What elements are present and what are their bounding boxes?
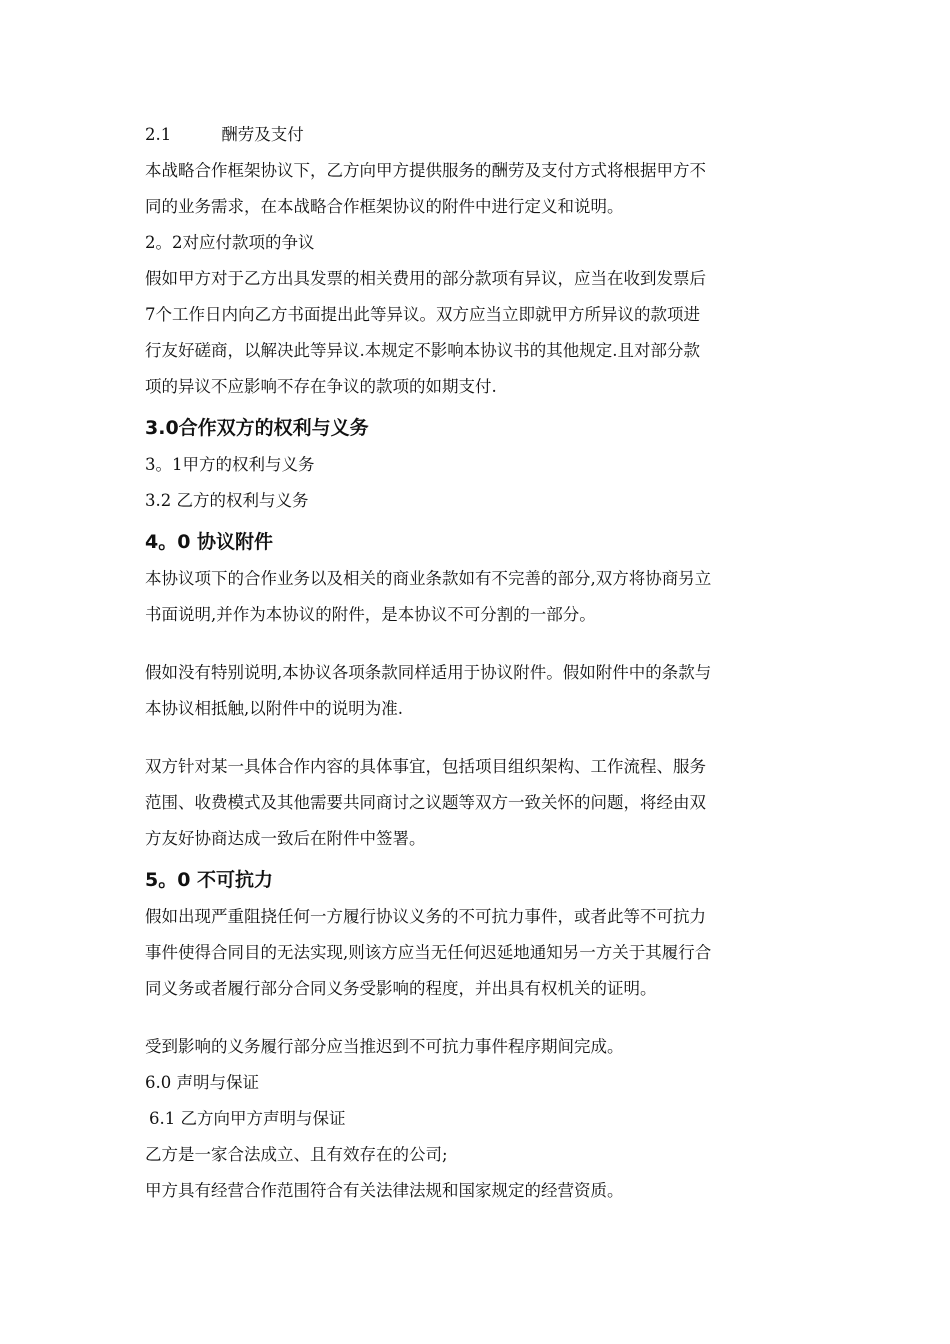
paragraph-line: 假如甲方对于乙方出具发票的相关费用的部分款项有异议，应当在收到发票后	[145, 269, 706, 288]
paragraph-line: 受到影响的义务履行部分应当推迟到不可抗力事件程序期间完成。	[145, 1037, 624, 1056]
paragraph-line: 假如出现严重阻挠任何一方履行协议义务的不可抗力事件，或者此等不可抗力	[145, 907, 706, 926]
list-item: 甲方具有经营合作范围符合有关法律法规和国家规定的经营资质。	[145, 1181, 624, 1200]
section-3-2-heading: 3.2 乙方的权利与义务	[145, 491, 309, 510]
paragraph-line: 7个工作日内向乙方书面提出此等异议。双方应当立即就甲方所异议的款项进	[145, 305, 700, 324]
section-5-heading: 5。0 不可抗力	[145, 869, 274, 891]
paragraph-line: 方友好协商达成一致后在附件中签署。	[145, 829, 426, 848]
paragraph-line: 同义务或者履行部分合同义务受影响的程度，并出具有权机关的证明。	[145, 979, 657, 998]
paragraph-line: 本战略合作框架协议下，乙方向甲方提供服务的酬劳及支付方式将根据甲方不	[145, 161, 706, 180]
section-2-2-heading: 2。2对应付款项的争议	[145, 233, 315, 252]
paragraph-line: 范围、收费模式及其他需要共同商讨之议题等双方一致关怀的问题，将经由双	[145, 793, 706, 812]
section-title: 酬劳及支付	[221, 125, 304, 144]
section-3-heading: 3.0合作双方的权利与义务	[145, 417, 369, 439]
paragraph-line: 本协议相抵触,以附件中的说明为准.	[145, 699, 403, 718]
paragraph-line: 项的异议不应影响不存在争议的款项的如期支付.	[145, 377, 497, 396]
paragraph-line: 本协议项下的合作业务以及相关的商业条款如有不完善的部分,双方将协商另立	[145, 569, 712, 588]
section-3-1-heading: 3。1甲方的权利与义务	[145, 455, 315, 474]
list-item: 乙方是一家合法成立、且有效存在的公司;	[145, 1145, 448, 1164]
document-page	[145, 124, 815, 1202]
section-number: 2.1	[145, 125, 172, 144]
paragraph-line: 同的业务需求，在本战略合作框架协议的附件中进行定义和说明。	[145, 197, 624, 216]
section-6-1-heading: 6.1 乙方向甲方声明与保证	[149, 1109, 346, 1128]
paragraph-line: 事件使得合同目的无法实现,则该方应当无任何迟延地通知另一方关于其履行合	[145, 943, 712, 962]
paragraph-line: 行友好磋商，以解决此等异议.本规定不影响本协议书的其他规定.且对部分款	[145, 341, 700, 360]
section-6-heading: 6.0 声明与保证	[145, 1073, 259, 1092]
paragraph-line: 双方针对某一具体合作内容的具体事宜，包括项目组织架构、工作流程、服务	[145, 757, 706, 776]
section-2-1-heading	[145, 124, 815, 146]
paragraph-line: 假如没有特别说明,本协议各项条款同样适用于协议附件。假如附件中的条款与	[145, 663, 712, 682]
section-4-heading: 4。0 协议附件	[145, 531, 274, 553]
paragraph-line: 书面说明,并作为本协议的附件，是本协议不可分割的一部分。	[145, 605, 596, 624]
